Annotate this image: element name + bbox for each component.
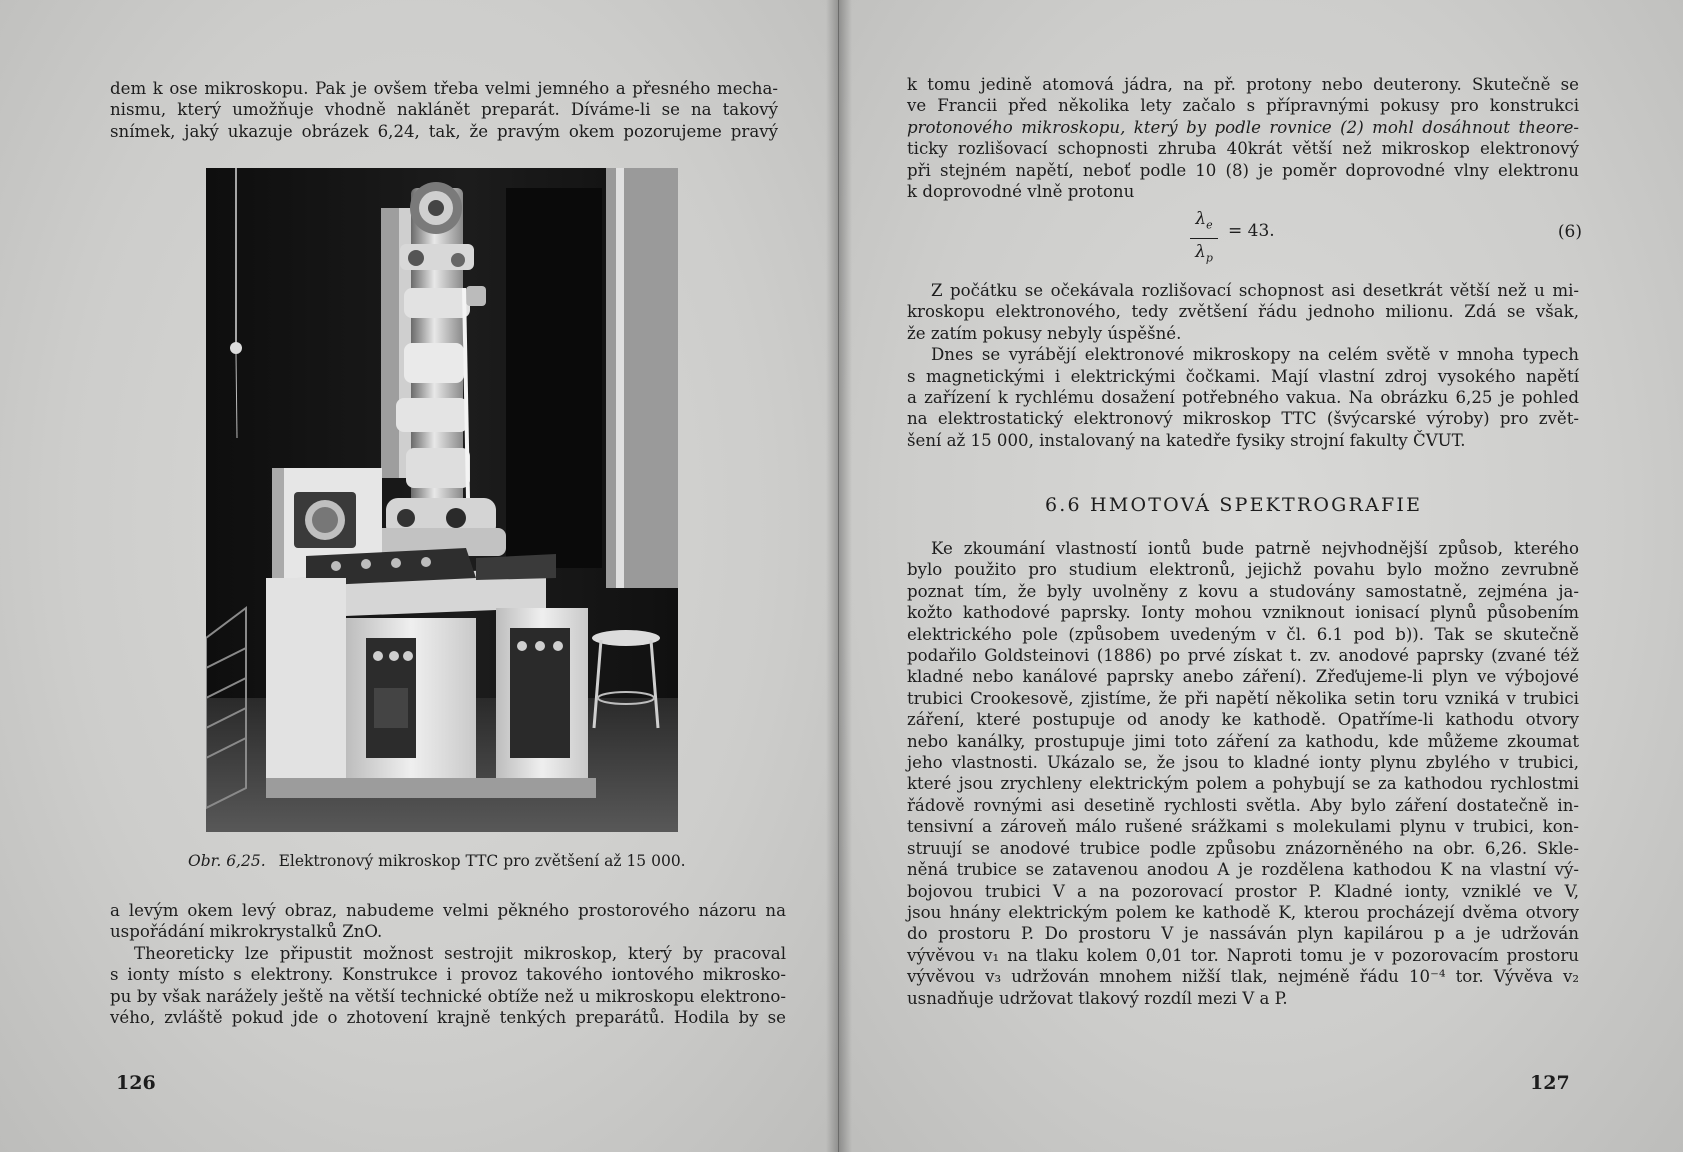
text-line: s ionty místo s elektrony. Konstrukce i provoz takového iontového mikrosko- (110, 965, 786, 985)
text-line: snímek, jaký ukazuje obrázek 6,24, tak, že pravým okem pozorujeme pravý (110, 121, 778, 141)
right-top-paragraph (907, 74, 1579, 202)
text-line: Ke zkoumání vlastností iontů bude patrně nejvhodnější způsob, kterého (931, 539, 1579, 558)
page-number-right: 127 (1530, 1072, 1570, 1094)
text-line: dem k ose mikroskopu. Pak je ovšem třeba velmi jemného a přesného mecha- (110, 79, 778, 98)
text-line: kroskopu elektronového, tedy zvětšení řádu jednoho milionu. Zdá se však, (907, 302, 1579, 322)
text-line: řádově rovnými asi desetině rychlosti světla. Aby bylo záření dostatečně in- (907, 795, 1579, 815)
text-line: které jsou zrychleny elektrickým polem a pohybují se za kathodou rychlostmi (907, 774, 1579, 794)
text-line: a zařízení k rychlému dosažení potřebného vakua. Na obrázku 6,25 je pohled (907, 388, 1579, 408)
left-top-paragraph (110, 78, 778, 142)
right-bottom-paragraph (907, 538, 1579, 1009)
text-line: při stejném napětí, neboť podle 10 (8) je poměr doprovodné vlny elektronu (907, 160, 1579, 180)
text-line: elektrického pole (způsobem uvedeným v čl. 6.1 pod b)). Tak se skutečně (907, 624, 1579, 644)
caption-text: Elektronový mikroskop TTC pro zvětšení až 15 000. (278, 852, 686, 870)
text-line: vývěvou v₁ na tlaku kolem 0,01 tor. Naproti tomu je v pozorovacím prostoru (907, 945, 1579, 965)
section-heading: 6.6 HMOTOVÁ SPEKTROGRAFIE (1045, 494, 1423, 516)
text-line: ticky rozlišovací schopnosti zhruba 40krát větší než mikroskop elektronový (907, 139, 1579, 159)
text-line: něná trubice se zatavenou anodou A je rozdělena kathodou K na vlastní vý- (907, 860, 1579, 880)
denominator-sub: p (1205, 251, 1213, 265)
text-line: tensivní a zároveň málo rušené srážkami s molekulami plynu v trubici, kon- (907, 817, 1579, 837)
page-number-left: 126 (116, 1072, 156, 1094)
text-line: protonového mikroskopu, který by podle rovnice (2) mohl dosáhnout theore- (907, 117, 1579, 137)
text-line: trubici Crookesově, zjistíme, že při napětí několika setin toru vzniká v trubici (907, 688, 1579, 708)
text-line: nismu, který umožňuje vhodně naklánět preparát. Díváme-li se na takový (110, 100, 778, 120)
left-bottom-paragraphs (110, 900, 786, 1028)
text-line: bylo použito pro studium elektronů, jejichž povahu bylo možno zevrubně (907, 560, 1579, 580)
text-line: Z počátku se očekávala rozlišovací schopnost asi desetkrát větší než u mi- (931, 281, 1579, 300)
numerator: λ (1195, 209, 1207, 229)
equation-number: (6) (1557, 222, 1582, 242)
denominator: λ (1195, 242, 1206, 263)
text-line: vého, zvláště pokud jde o zhotovení krajně tenkých preparátů. Hodila by se (110, 1008, 786, 1028)
text-line: pu by však narážely ještě na větší technické obtíže než u mikroskopu elektrono- (110, 986, 786, 1006)
caption-label: Obr. 6,25. (188, 852, 266, 870)
text-line: bojovou trubici V a na pozorovací prostor P. Kladné ionty, vzniklé ve V, (907, 881, 1579, 901)
text-line: s magnetickými i elektrickými čočkami. Mají vlastní zdroj vysokého napětí (907, 366, 1579, 386)
text-line: jsou hnány elektrickým polem ke kathodě K, kterou procházejí dvěma otvory (907, 902, 1579, 922)
text-line: kladné nebo kanálové paprsky anebo záření). Zřeďujeme-li plyn ve výbojové (907, 667, 1579, 687)
text-line: a levým okem levý obraz, nabudeme velmi pěkného prostorového názoru na (110, 901, 786, 920)
text-line: jeho vlastnosti. Ukázalo se, že jsou to kladné ionty plynu zbylého v trubici, (907, 753, 1579, 773)
text-line: že zatím pokusy nebyly úspěšné. (907, 323, 1182, 343)
text-line: kožto kathodové paprsky. Ionty mohou vzniknout ionisací plynů působením (907, 603, 1579, 623)
book-gutter (826, 0, 852, 1152)
fraction (1190, 208, 1218, 270)
right-middle-paragraphs (907, 280, 1579, 451)
text-line: k tomu jedině atomová jádra, na př. protony nebo deuterony. Skutečně se (907, 75, 1579, 94)
fraction-bar (1190, 238, 1218, 239)
text-line: poznat tím, že byly uvolněny z kovu a studovány samostatně, zejména ja- (907, 581, 1579, 601)
microscope-photo-image (206, 168, 678, 832)
text-line: podařilo Goldsteinovi (1886) po prvé získat t. zv. anodové paprsky (zvané též (907, 646, 1579, 666)
text-line: do prostoru P. Do prostoru V je nassáván plyn kapilárou p a je udržován (907, 924, 1579, 944)
left-page (0, 0, 839, 1152)
numerator-sub: e (1206, 218, 1213, 232)
text-line: šení až 15 000, instalovaný na katedře fysiky strojní fakulty ČVUT. (907, 430, 1466, 450)
figure-caption (188, 852, 728, 870)
text-line: záření, které postupuje od anody ke kathodě. Opatříme-li kathodu otvory (907, 710, 1579, 730)
text-line: nebo kanálky, prostupuje jimi toto záření za kathodu, kde můžeme zkoumat (907, 731, 1579, 751)
text-line: Theoreticky lze připustit možnost sestrojit mikroskop, který by pracoval (134, 943, 786, 963)
text-line: k doprovodné vlně protonu (907, 182, 1135, 202)
text-line: usnadňuje udržovat tlakový rozdíl mezi V a P. (907, 988, 1288, 1008)
equation-6 (1190, 208, 1582, 264)
text-line: struují se anodové trubice podle způsobu znázorněného na obr. 6,26. Skle- (907, 838, 1579, 858)
text-line: uspořádání mikrokrystalků ZnO. (110, 922, 383, 942)
text-line: na elektrostatický elektronový mikroskop TTC (švýcarské výroby) pro zvět- (907, 409, 1579, 429)
microscope-photograph (206, 168, 678, 832)
equation-rest: = 43. (1228, 221, 1275, 241)
text-line: vývěvou v₃ udržován mnohem nižší tlak, nejméně řádu 10⁻⁴ tor. Vývěva v₂ (907, 967, 1579, 987)
text-line: ve Francii před několika lety začalo s přípravnými pokusy pro konstrukci (907, 96, 1579, 116)
text-line: Dnes se vyrábějí elektronové mikroskopy na celém světě v mnoha typech (931, 345, 1579, 365)
